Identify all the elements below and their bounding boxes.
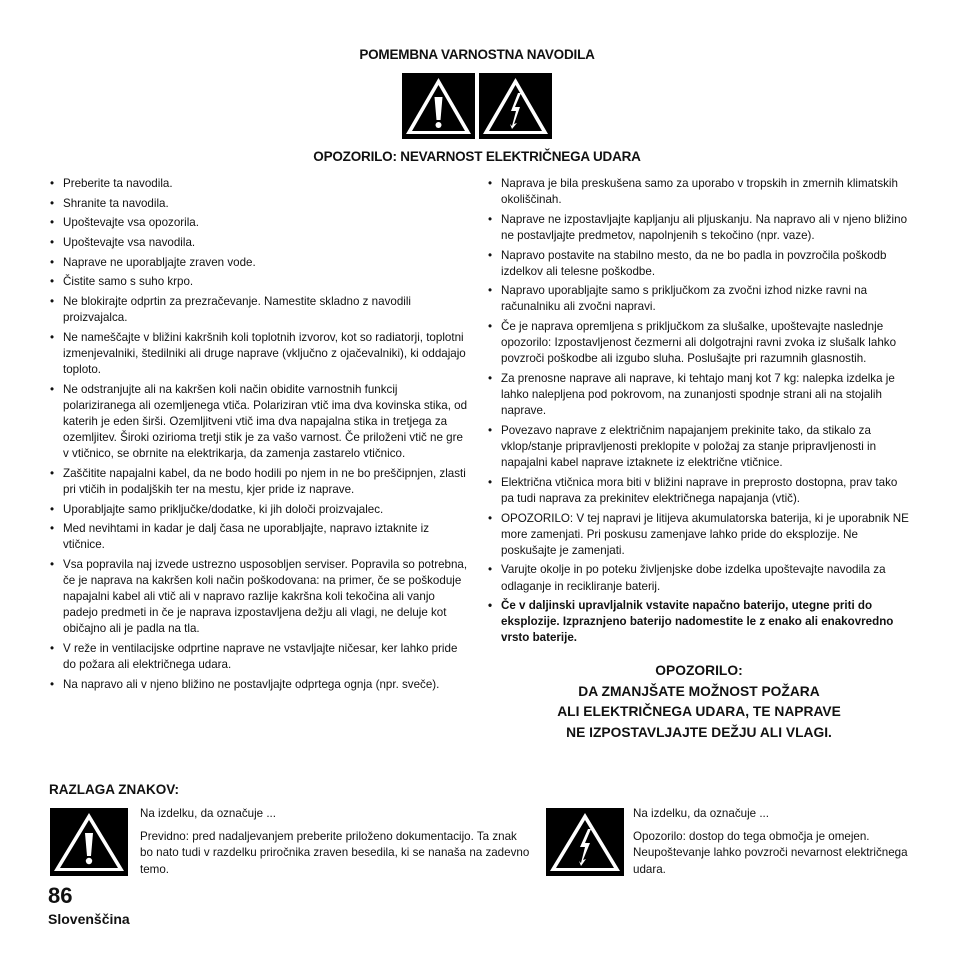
instruction-item: • Naprava je bila preskušena samo za uporabo v tropskih in zmernih klimatskih okoliščinah. <box>487 176 911 208</box>
legend-left-description: Previdno: pred nadaljevanjem preberite priloženo dokumentacijo. Ta znak bo nato tudi v razdelku priročnika zraven besedila, ki se nanaša na zadevno temo. <box>140 830 530 876</box>
instruction-item: • Preberite ta navodila. <box>49 176 469 192</box>
legend-left-label: Na izdelku, da označuje ... <box>140 807 276 820</box>
instruction-item: • Na napravo ali v njeno bližino ne postavljajte odprtega ognja (npr. sveče). <box>49 677 469 693</box>
lightning-triangle-icon <box>546 808 624 876</box>
instruction-item: • Napravo uporabljajte samo s priključkom za zvočni izhod nizke ravni na računalniku ali zvočni napravi. <box>487 283 911 315</box>
fire-warning-line: DA ZMANJŠATE MOŽNOST POŽARA <box>578 683 820 699</box>
fire-warning-line: NE IZPOSTAVLJAJTE DEŽJU ALI VLAGI. <box>566 724 832 740</box>
instruction-item: • Naprave ne uporabljajte zraven vode. <box>49 255 469 271</box>
instruction-item: • Ne blokirajte odprtin za prezračevanje. Namestite skladno z navodili proizvajalca. <box>49 294 469 326</box>
instruction-item: • Ne odstranjujte ali na kakršen koli način obidite varnostnih funkcij polariziranega ali ozemljenega vtiča. Polariziran vtič ima dva kovinska stika, od katerih je eden širši. Ozemljitveni vtič ima dva napajalna stika in tretjega za ozemljitev. Široki ozirioma tretji stik je za vašo varnost. Če priloženi vtič ne gre v vtičnico, se obrnite na elektrikarja, da zamenja zastarelo vtičnico. <box>49 382 469 462</box>
instruction-item: • Shranite ta navodila. <box>49 196 469 212</box>
instruction-item: • Vsa popravila naj izvede ustrezno usposobljen serviser. Popravila so potrebna, če je naprava na kakršen koli način poškodovana: na primer, če se poškoduje napajalni kabel ali vtič ali v napravo razlije kakršna koli tekočina ali vanjo padejo predmeti in če je naprava izpostavljena dežju ali vlagi, ne deluje kot običajno ali je padla na tla. <box>49 557 469 637</box>
legend-right-description: Opozorilo: dostop do tega območja je omejen. Neupoštevanje lahko povzroči nevarnost električnega udara. <box>633 830 908 876</box>
page-number: 86 <box>48 883 73 908</box>
fire-warning-line: OPOZORILO: <box>655 663 743 678</box>
fire-warning-line: ALI ELEKTRIČNEGA UDARA, TE NAPRAVE <box>557 704 841 719</box>
instruction-item: • Povezavo naprave z električnim napajanjem prekinite tako, da stikalo za vklop/stanje pripravljenosti preklopite v položaj za stanje pripravljenosti in napajalni kabel naprave iztaknete iz električne vtičnice. <box>487 423 911 471</box>
left-instructions-column <box>49 176 469 697</box>
instruction-item: • Napravo postavite na stabilno mesto, da ne bo padla in povzročila poškodb izdelkov ali telesne poškodbe. <box>487 248 911 280</box>
left-instructions-list <box>49 176 469 693</box>
instruction-item: • Upoštevajte vsa opozorila. <box>49 215 469 231</box>
instruction-item: • Naprave ne izpostavljajte kapljanju ali pljuskanju. Na napravo ali v njeno bližino ne postavljajte predmetov, napolnjenih s tekočino (npr. vaze). <box>487 212 911 244</box>
shock-warning-title: OPOZORILO: NEVARNOST ELEKTRIČNEGA UDARA <box>313 149 641 164</box>
instruction-item: • Električna vtičnica mora biti v bližini naprave in preprosto dostopna, prav tako pa tudi naprava za prekinitev električnega napajanja (vtič). <box>487 475 911 507</box>
lightning-triangle-icon <box>479 73 552 139</box>
language-label: Slovenščina <box>48 911 130 927</box>
instruction-item: • V reže in ventilacijske odprtine naprave ne vstavljajte ničesar, ker lahko pride do požara ali električnega udara. <box>49 641 469 673</box>
instruction-item: • Upoštevajte vsa navodila. <box>49 235 469 251</box>
battery-warning-item: • Če v daljinski upravljalnik vstavite napačno baterijo, utegne priti do eksplozije. Izpraznjeno baterijo nadomestite le z enako ali enakovredno vrsto baterije. <box>487 598 911 646</box>
fire-warning <box>487 661 911 743</box>
instruction-item: • Če je naprava opremljena s priključkom za slušalke, upoštevajte naslednje opozorilo: Izpostavljenost čezmerni ali dolgotrajni ravni zvoka iz slušalk lahko povzroči poškodbe ali izgubo sluha. Poslušajte pri razumnih glasnostih. <box>487 319 911 367</box>
right-instructions-column <box>487 176 911 650</box>
legend-right-text <box>633 806 923 885</box>
instruction-item: • Zaščitite napajalni kabel, da ne bodo hodili po njem in ne bo preščipnjen, zlasti pri vtičih in podaljških ter na mestu, kjer pride iz naprave. <box>49 466 469 498</box>
right-instructions-list <box>487 176 911 646</box>
instruction-item: • Varujte okolje in po poteku življenjske dobe izdelka upoštevajte navodila za odlaganje in recikliranje baterij. <box>487 562 911 594</box>
legend-left-text <box>140 806 530 885</box>
header-warning-icons <box>402 73 552 139</box>
exclamation-triangle-icon <box>402 73 475 139</box>
instruction-item: • Za prenosne naprave ali naprave, ki tehtajo manj kot 7 kg: nalepka izdelka je lahko nalepljena pod pokrovom, na zunanjosti spodnje strani ali na stojalih naprave. <box>487 371 911 419</box>
instruction-item: • OPOZORILO: V tej napravi je litijeva akumulatorska baterija, ki je uporabnik NE more zamenjati. Pri poskusu zamenjave lahko pride do eksplozije. Ne poskušajte je zamenjati. <box>487 511 911 559</box>
instruction-item: • Ne nameščajte v bližini kakršnih koli toplotnih izvorov, kot so radiatorji, toplotni izmenjevalniki, štedilniki ali druge naprave (vključno z ojačevalniki), ki oddajajo toploto. <box>49 330 469 378</box>
instruction-item: • Uporabljajte samo priključke/dodatke, ki jih določi proizvajalec. <box>49 502 469 518</box>
page-title: POMEMBNA VARNOSTNA NAVODILA <box>359 47 595 62</box>
instruction-item: • Med nevihtami in kadar je dalj časa ne uporabljajte, napravo iztaknite iz vtičnice. <box>49 521 469 553</box>
instruction-item: • Čistite samo s suho krpo. <box>49 274 469 290</box>
legend-right-label: Na izdelku, da označuje ... <box>633 807 769 820</box>
legend-title: RAZLAGA ZNAKOV: <box>49 782 179 797</box>
exclamation-triangle-icon <box>50 808 128 876</box>
